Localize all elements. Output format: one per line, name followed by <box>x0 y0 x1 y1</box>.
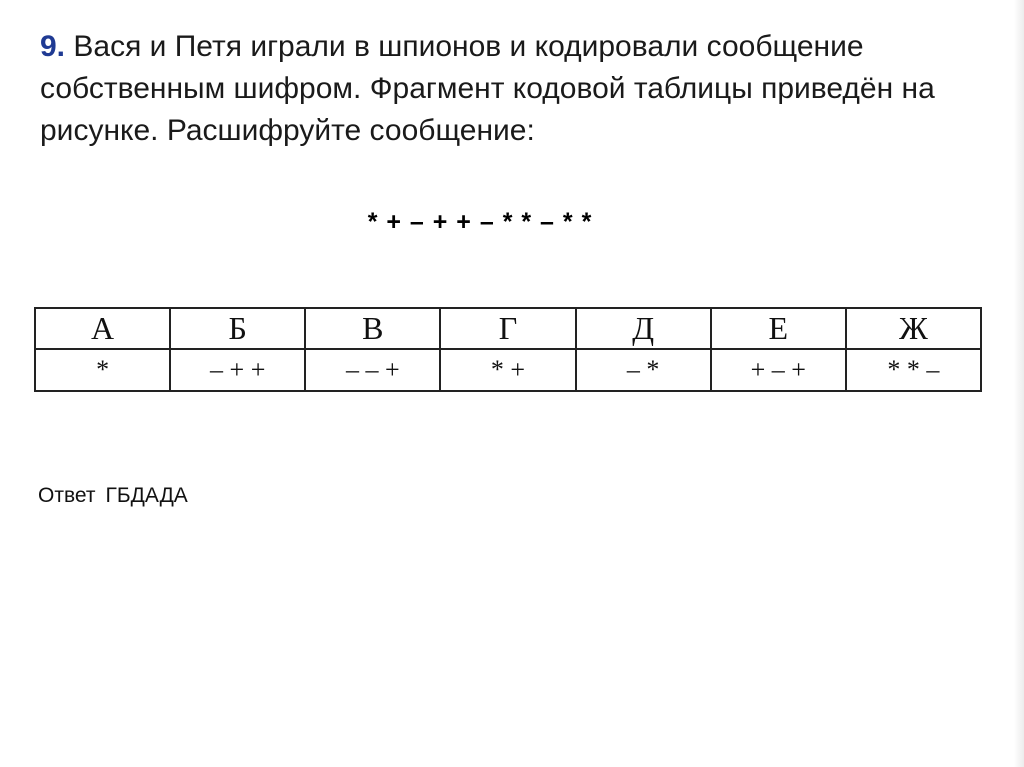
code-cell: * * – <box>846 349 981 391</box>
answer-label: Ответ <box>38 484 96 507</box>
question-number: 9. <box>40 30 66 63</box>
code-cell: – – + <box>305 349 440 391</box>
code-cell: – + + <box>170 349 305 391</box>
letter-cell: Д <box>576 308 711 349</box>
encoded-message: * + – + + – * * – * * <box>367 208 593 236</box>
code-cell: * + <box>440 349 575 391</box>
letter-cell: Ж <box>846 308 981 349</box>
code-table-codes-row <box>35 349 981 391</box>
slide-edge-shadow <box>1014 0 1024 767</box>
answer-value: ГБДАДА <box>105 484 188 507</box>
letter-cell: Б <box>170 308 305 349</box>
letter-cell: А <box>35 308 170 349</box>
code-cell: * <box>35 349 170 391</box>
letter-cell: Е <box>711 308 846 349</box>
answer-line <box>38 484 188 508</box>
question-text <box>40 26 980 152</box>
code-table-letters-row <box>35 308 981 349</box>
code-cell: + – + <box>711 349 846 391</box>
code-cell: – * <box>576 349 711 391</box>
question-body: Вася и Петя играли в шпионов и кодировали сообщение собственным шифром. Фрагмент кодовой таблицы приведён на рисунке. Расшифруйте сообщение: <box>40 30 935 147</box>
letter-cell: Г <box>440 308 575 349</box>
code-table <box>34 307 982 392</box>
letter-cell: В <box>305 308 440 349</box>
